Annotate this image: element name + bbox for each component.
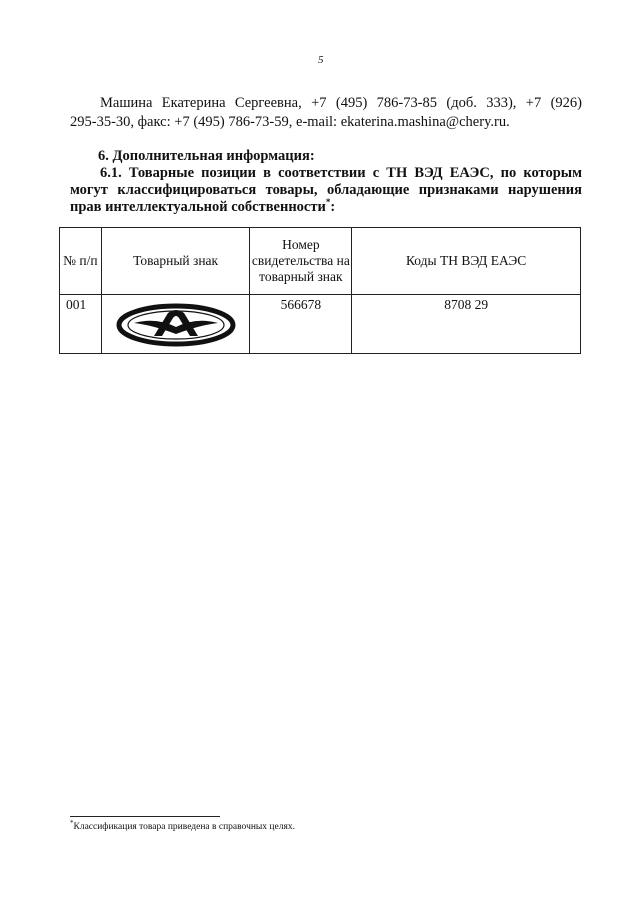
header-codes: Коды ТН ВЭД ЕАЭС (352, 228, 581, 295)
header-trademark: Товарный знак (101, 228, 250, 295)
footnote (70, 818, 295, 832)
footnote-text: Классификация товара приведена в справочных целях. (73, 822, 295, 832)
row-number: 001 (60, 295, 102, 354)
subsection-text: 6.1. Товарные позиции в соответствии с ТН ВЭД ЕАЭС, по которым могут классифицироваться товары, обладающие признаками нарушения прав интеллектуальной собственности (70, 165, 582, 215)
header-number: № п/п (60, 228, 102, 295)
footnote-marker: * (70, 818, 74, 827)
contact-info (70, 94, 582, 132)
contact-line-1: Машина Екатерина Сергеевна, +7 (495) 786-73-85 (доб. 333), +7 (926) (100, 95, 582, 111)
trademark-cell (101, 295, 250, 354)
page-number: 5 (318, 54, 324, 66)
trademark-logo-icon (116, 303, 236, 347)
table-header-row (60, 228, 581, 295)
subsection-colon: : (330, 199, 336, 215)
trademark-table (59, 227, 581, 354)
contact-line-2: 295-35-30, факс: +7 (495) 786-73-59, e-mail: ekaterina.mashina@chery.ru. (70, 114, 510, 130)
footnote-reference: * (325, 197, 331, 208)
header-certificate: Номер свидетельства на товарный знак (250, 228, 352, 295)
row-certificate: 566678 (250, 295, 352, 354)
table-row (60, 295, 581, 354)
section-heading (70, 148, 582, 165)
footnote-divider (70, 816, 220, 817)
row-codes: 8708 29 (352, 295, 581, 354)
subsection-paragraph (70, 165, 582, 216)
section-title: 6. Дополнительная информация: (98, 148, 315, 164)
